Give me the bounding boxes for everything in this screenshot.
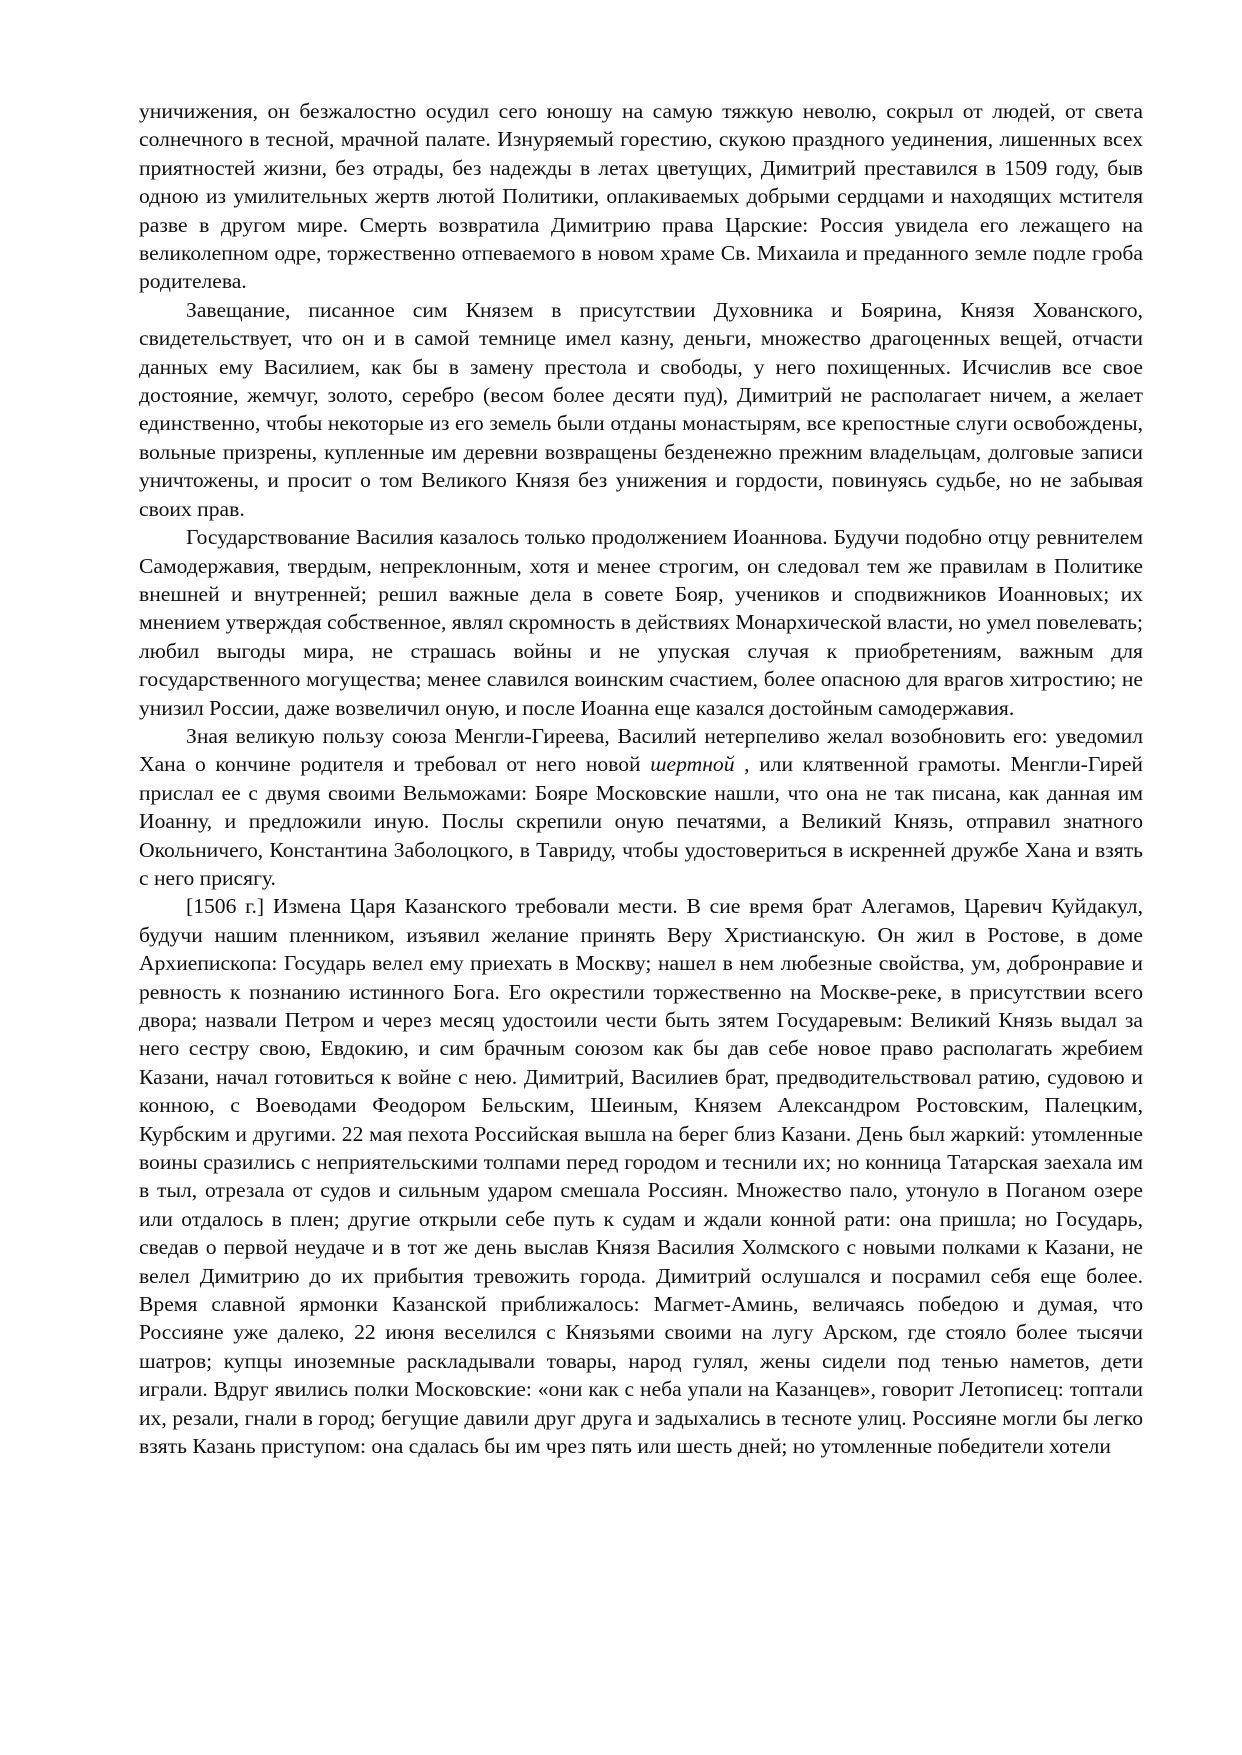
paragraph-5: [1506 г.] Измена Царя Казанского требовали мести. В сие время брат Алегамов, Царевич Куйдакул, будучи нашим пленником, изъявил желание принять Веру Христианскую. Он жил в Ростове, в доме Архиепископа: Государь велел ему приехать в Москву; нашел в нем любезные свойства, ум, добронравие и ревность к познанию истинного Бога. Его окрестили торжественно на Москве-реке, в присутствии всего двора; назвали Петром и через месяц удостоили чести быть зятем Государевым: Великий Князь выдал за него сестру свою, Евдокию, и сим брачным союзом как бы дав себе новое право располагать жребием Казани, начал готовиться к войне с нею. Димитрий, Василиев брат, предводительствовал ратию, судовою и конною, с Воеводами Феодором Бельским, Шеиным, Князем Александром Ростовским, Палецким, Курбским и другими. 22 мая пехота Российская вышла на берег близ Казани. День был жаркий: утомленные воины сразились с неприятельскими толпами перед городом и теснили их; но конница Татарская заехала им в тыл, отрезала от судов и сильным ударом смешала Россиян. Множество пало, утонуло в Поганом озере или отдалось в плен; другие открыли себе путь к судам и ждали конной рати: она пришла; но Государь, сведав о первой неудаче и в тот же день выслав Князя Василия Холмского с новыми полками к Казани, не велел Димитрию до их прибытия тревожить города. Димитрий ослушался и посрамил себя еще более. Время славной ярмонки Казанской приближалось: Магмет-Аминь, величаясь победою и думая, что Россияне уже далеко, 22 июня веселился с Князьями своими на лугу Арском, где стояло более тысячи шатров; купцы иноземные раскладывали товары, народ гулял, жены сидели под тенью наметов, дети играли. Вдруг явились полки Московские: «они как с неба упали на Казанцев», говорит Летописец: топтали их, резали, гнали в город; бегущие давили друг друга и задыхались в тесноте улиц. Россияне могли бы легко взять Казань приступом: она сдалась бы им чрез пять или шесть дней; но утомленные победители хотели <box>139 894 1143 1459</box>
document-page <box>139 97 1143 1461</box>
paragraph-4-text-after: , или клятвенной грамоты. Менгли-Гирей прислал ее с двумя своими Вельможами: Бояре Московские нашли, что она не так писана, как данная им Иоанну, и предложили иную. Послы скрепили оную печатями, а Великий Князь, отправил знатного Окольничего, Константина Заболоцкого, в Тавриду, чтобы удостовериться в искренней дружбе Хана и взять с него присягу. <box>139 752 1143 890</box>
paragraph-3: Государствование Василия казалось только продолжением Иоаннова. Будучи подобно отцу ревнителем Самодержавия, твердым, непреклонным, хотя и менее строгим, он следовал тем же правилам в Политике внешней и внутренней; решил важные дела в совете Бояр, учеников и сподвижников Иоанновых; их мнением утверждая собственное, являл скромность в действиях Монархической власти, но умел повелевать; любил выгоды мира, не страшась войны и не упуская случая к приобретениям, важным для государственного могущества; менее славился воинским счастием, более опасною для врагов хитростию; не унизил России, даже возвеличил оную, и после Иоанна еще казался достойным самодержавия. <box>139 525 1143 720</box>
paragraph-4-text-before: Зная великую пользу союза Менгли-Гиреева, Василий нетерпеливо желал возобновить его: уведомил Хана о кончине родителя и требовал от него новой <box>139 723 1143 777</box>
paragraph-4-italic-term: шертной <box>650 752 735 777</box>
paragraph-2: Завещание, писанное сим Князем в присутствии Духовника и Боярина, Князя Хованского, свидетельствует, что он и в самой темнице имел казну, деньги, множество драгоценных вещей, отчасти данных ему Василием, как бы в замену престола и свободы, у него похищенных. Исчислив все свое достояние, жемчуг, золото, серебро (весом более десяти пуд), Димитрий не располагает ничем, а желает единственно, чтобы некоторые из его земель были отданы монастырям, все крепостные слуги освобождены, вольные призрены, купленные им деревни возвращены безденежно прежним владельцам, долговые записи уничтожены, и просит о том Великого Князя без унижения и гордости, повинуясь судьбе, но не забывая своих прав. <box>139 297 1143 521</box>
paragraph-1: уничижения, он безжалостно осудил сего юношу на самую тяжкую неволю, сокрыл от людей, от света солнечного в тесной, мрачной палате. Изнуряемый горестию, скукою праздного уединения, лишенных всех приятностей жизни, без отрады, без надежды в летах цветущих, Димитрий преставился в 1509 году, быв одною из умилительных жертв лютой Политики, оплакиваемых добрыми сердцами и находящих мстителя разве в другом мире. Смерть возвратила Димитрию права Царские: Россия увидела его лежащего на великолепном одре, торжественно отпеваемого в новом храме Св. Михаила и преданного земле подле гроба родителева. <box>139 99 1143 294</box>
paragraph-4 <box>139 722 1143 892</box>
